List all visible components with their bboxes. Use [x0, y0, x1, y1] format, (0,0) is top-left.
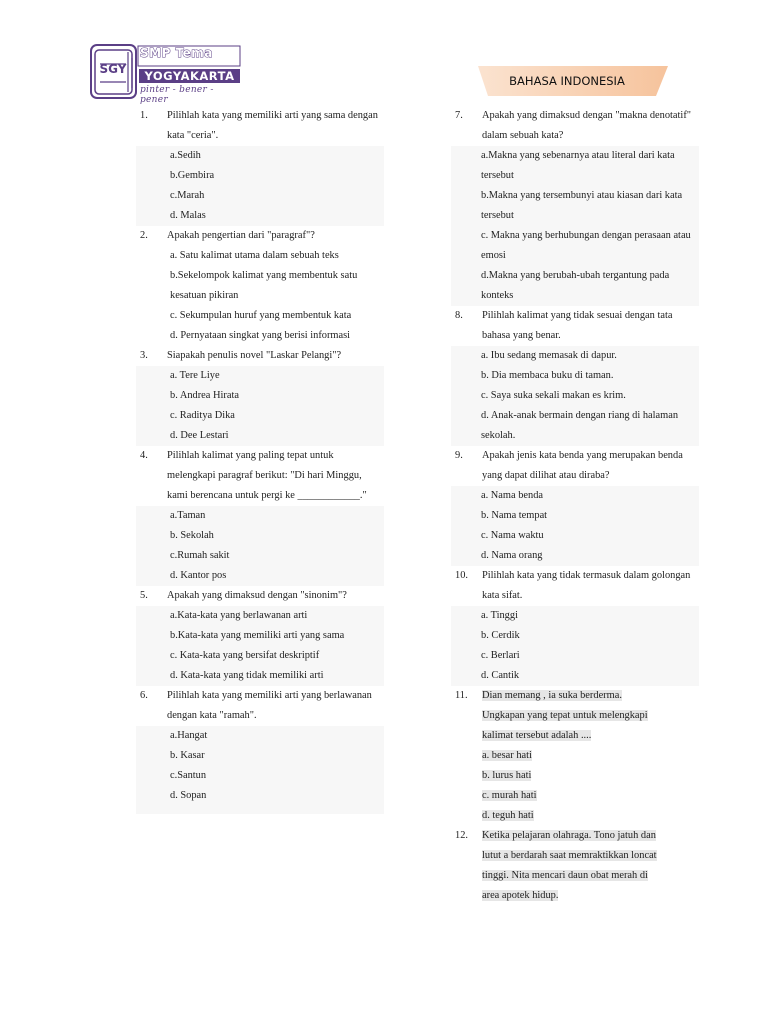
- option-a[interactable]: a. Tinggi: [481, 610, 518, 621]
- question-3: [140, 346, 380, 446]
- option-b[interactable]: b. Nama tempat: [481, 510, 548, 521]
- logo-city: YOGYAKARTA: [139, 69, 240, 83]
- question-text: [482, 686, 695, 746]
- option-b[interactable]: b.Makna yang tersembunyi atau kiasan dari kata tersebut: [481, 190, 683, 221]
- question-number: 3.: [140, 350, 148, 361]
- option-d[interactable]: d. Nama orang: [481, 550, 543, 561]
- option-c[interactable]: c.Santun: [170, 770, 207, 781]
- option-b[interactable]: b. Dia membaca buku di taman.: [481, 370, 614, 381]
- option-text: d. teguh hati: [482, 810, 534, 821]
- options-list: [451, 746, 699, 826]
- option-b[interactable]: b.Gembira: [170, 170, 215, 181]
- option-b[interactable]: b. Andrea Hirata: [170, 390, 239, 401]
- option-a[interactable]: a. Tere Liye: [170, 370, 220, 381]
- option-a[interactable]: a. Nama benda: [481, 490, 544, 501]
- options-list: [451, 346, 699, 446]
- question-text: Apakah yang dimaksud dengan "makna denotatif" dalam sebuah kata?: [482, 110, 692, 141]
- option-d[interactable]: d. Anak-anak bermain dengan riang di halaman sekolah.: [481, 410, 679, 441]
- question-text: Pilihlah kata yang tidak termasuk dalam golongan kata sifat.: [482, 570, 691, 601]
- option-c[interactable]: c.Rumah sakit: [170, 550, 230, 561]
- option-a[interactable]: a.Taman: [170, 510, 206, 521]
- option-a[interactable]: a.Makna yang sebenarnya atau literal dari kata tersebut: [481, 150, 675, 181]
- question-number: 7.: [455, 110, 463, 121]
- question-text: Apakah yang dimaksud dengan "sinonim"?: [167, 590, 347, 601]
- option-b[interactable]: b. Sekolah: [170, 530, 214, 541]
- option-d[interactable]: [482, 806, 695, 826]
- question-text: Pilihlah kata yang memiliki arti yang sama dengan kata "ceria".: [167, 110, 378, 141]
- question-6: [140, 686, 380, 814]
- option-a[interactable]: a. Ibu sedang memasak di dapur.: [481, 350, 617, 361]
- option-b[interactable]: b.Sekelompok kalimat yang membentuk satu kesatuan pikiran: [170, 270, 358, 301]
- options-list: [451, 486, 699, 566]
- option-a[interactable]: [482, 746, 695, 766]
- question-number: 12.: [455, 830, 468, 841]
- question-number: 10.: [455, 570, 468, 581]
- question-text: Apakah jenis kata benda yang merupakan benda yang dapat dilihat atau diraba?: [482, 450, 683, 481]
- options-list: [136, 366, 384, 446]
- question-text-line: Ungkapan yang tepat untuk melengkapi: [482, 710, 648, 721]
- option-a[interactable]: a.Sedih: [170, 150, 201, 161]
- option-d[interactable]: d. Kantor pos: [170, 570, 227, 581]
- subject-title: BAHASA INDONESIA: [509, 74, 625, 88]
- option-text: b. lurus hati: [482, 770, 532, 781]
- question-text: Pilihlah kalimat yang tidak sesuai dengan tata bahasa yang benar.: [482, 310, 673, 341]
- question-text: Pilihlah kalimat yang paling tepat untuk melengkapi paragraf berikut: "Di hari Minggu, kami berencana untuk pergi ke ____________.": [167, 450, 367, 501]
- options-list: [136, 146, 384, 226]
- question-number: 11.: [455, 690, 468, 701]
- logo-top-text: SMP Tema: [140, 46, 213, 60]
- question-12: [455, 826, 695, 906]
- option-d[interactable]: d. Dee Lestari: [170, 430, 229, 441]
- option-b[interactable]: [482, 766, 695, 786]
- logo-tagline: pinter - bener - pener: [140, 85, 214, 105]
- option-a[interactable]: a. Satu kalimat utama dalam sebuah teks: [170, 250, 339, 261]
- question-text-line: area apotek hidup.: [482, 890, 559, 901]
- questions-left-column: [140, 106, 380, 814]
- option-text: c. murah hati: [482, 790, 537, 801]
- option-c[interactable]: c.Marah: [170, 190, 205, 201]
- options-list: [136, 506, 384, 586]
- option-c[interactable]: c. Nama waktu: [481, 530, 544, 541]
- question-10: [455, 566, 695, 686]
- option-a[interactable]: a.Kata-kata yang berlawanan arti: [170, 610, 308, 621]
- question-9: [455, 446, 695, 566]
- question-number: 9.: [455, 450, 463, 461]
- question-7: [455, 106, 695, 306]
- option-c[interactable]: [482, 786, 695, 806]
- school-logo: [90, 44, 242, 105]
- option-text: a. besar hati: [482, 750, 532, 761]
- options-list: [136, 606, 384, 686]
- option-c[interactable]: c. Berlari: [481, 650, 520, 661]
- question-5: [140, 586, 380, 686]
- question-text: [482, 826, 695, 906]
- options-list: [451, 146, 699, 306]
- question-text: Pilihlah kata yang memiliki arti yang berlawanan dengan kata "ramah".: [167, 690, 372, 721]
- option-c[interactable]: c. Saya suka sekali makan es krim.: [481, 390, 626, 401]
- option-d[interactable]: d.Makna yang berubah-ubah tergantung pada konteks: [481, 270, 670, 301]
- question-number: 1.: [140, 110, 148, 121]
- option-b[interactable]: b.Kata-kata yang memiliki arti yang sama: [170, 630, 345, 641]
- question-text-line: lutut a berdarah saat memraktikkan loncat: [482, 850, 657, 861]
- question-4: [140, 446, 380, 586]
- option-d[interactable]: d. Pernyataan singkat yang berisi informasi: [170, 330, 351, 341]
- question-8: [455, 306, 695, 446]
- option-c[interactable]: c. Sekumpulan huruf yang membentuk kata: [170, 310, 352, 321]
- question-number: 8.: [455, 310, 463, 321]
- question-11: [455, 686, 695, 826]
- option-d[interactable]: d. Cantik: [481, 670, 520, 681]
- questions-right-column: [455, 106, 695, 906]
- question-text-line: Ketika pelajaran olahraga. Tono jatuh dan: [482, 830, 656, 841]
- question-text: Siapakah penulis novel "Laskar Pelangi"?: [167, 350, 342, 361]
- logo-emblem-letters: SGY: [99, 62, 127, 76]
- options-list: [136, 726, 384, 814]
- option-a[interactable]: a.Hangat: [170, 730, 208, 741]
- option-b[interactable]: b. Kasar: [170, 750, 205, 761]
- question-number: 2.: [140, 230, 148, 241]
- question-text: Apakah pengertian dari "paragraf"?: [167, 230, 315, 241]
- options-list: [136, 246, 384, 346]
- question-text-line: tinggi. Nita mencari daun obat merah di: [482, 870, 648, 881]
- question-1: [140, 106, 380, 226]
- option-c[interactable]: c. Raditya Dika: [170, 410, 235, 421]
- question-2: [140, 226, 380, 346]
- option-d[interactable]: d. Kata-kata yang tidak memiliki arti: [170, 670, 324, 681]
- option-b[interactable]: b. Cerdik: [481, 630, 520, 641]
- option-d[interactable]: d. Sopan: [170, 790, 207, 801]
- option-d[interactable]: d. Malas: [170, 210, 206, 221]
- question-number: 5.: [140, 590, 148, 601]
- question-number: 4.: [140, 450, 148, 461]
- options-list: [451, 606, 699, 686]
- question-number: 6.: [140, 690, 148, 701]
- option-c[interactable]: c. Kata-kata yang bersifat deskriptif: [170, 650, 320, 661]
- question-text-line: Dian memang , ia suka berderma.: [482, 690, 622, 701]
- question-text-line: kalimat tersebut adalah ....: [482, 730, 592, 741]
- option-c[interactable]: c. Makna yang berhubungan dengan perasaan atau emosi: [481, 230, 691, 261]
